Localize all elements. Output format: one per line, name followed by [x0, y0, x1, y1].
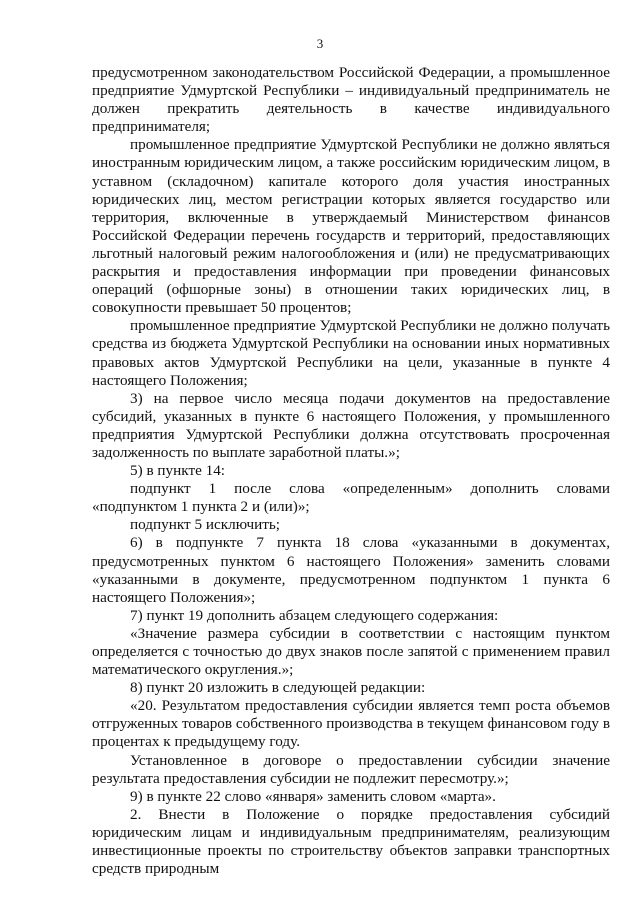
- paragraph: Установленное в договоре о предоставлении субсидии значение результата предоставления субсидии не подлежит пересмотру.»;: [92, 751, 610, 787]
- paragraph: промышленное предприятие Удмуртской Республики не должно получать средства из бюджета Удмуртской Республики на основании иных нормативных правовых актов Удмуртской Республики на цели, указанные в пункте 4 настоящего Положения;: [92, 317, 610, 389]
- paragraph: 3) на первое число месяца подачи документов на предоставление субсидий, указанных в пункте 6 настоящего Положения, у промышленного предприятия Удмуртской Республики должна отсутствовать просроченная задолженность по выплате заработной платы.»;: [92, 389, 610, 461]
- paragraph: 2. Внести в Положение о порядке предоставления субсидий юридическим лицам и индивидуальным предпринимателям, реализующим инвестиционные проекты по строительству объектов заправки транспортных средств природным: [92, 805, 610, 878]
- paragraph: «Значение размера субсидии в соответствии с настоящим пунктом определяется с точностью до двух знаков после запятой с применением правил математического округления.»;: [92, 624, 610, 679]
- paragraph: «20. Результатом предоставления субсидии является темп роста объемов отгруженных товаров собственного производства в текущем финансовом году в процентах к предыдущему году.: [92, 697, 610, 751]
- paragraph: предусмотренном законодательством Российской Федерации, а промышленное предприятие Удмуртской Республики – индивидуальный предприниматель не должен прекратить деятельность в качестве индивидуального предпринимателя;: [92, 64, 610, 136]
- paragraph: 6) в подпункте 7 пункта 18 слова «указанными в документах, предусмотренных пунктом 6 настоящего Положения» заменить словами «указанными в документе, предусмотренном подпунктом 1 пункта 6 настоящего Положения»;: [92, 534, 610, 606]
- paragraph: 8) пункт 20 изложить в следующей редакции:: [130, 679, 426, 697]
- paragraph: подпункт 1 после слова «определенным» дополнить словами «подпунктом 1 пункта 2 и (или)»;: [92, 480, 610, 516]
- paragraph: промышленное предприятие Удмуртской Республики не должно являться иностранным юридическим лицом, а также российским юридическим лицом, в уставном (складочном) капитале которого доля участия иностранных юридических лиц, местом регистрации которых является государство или территория, включенные в утверждаемый Министерством финансов Российской Федерации перечень государств и территорий, предоставляющих льготный налоговый режим налогообложения и (или) не предусматривающих раскрытия и предоставления информации при проведении финансовых операций (офшорные зоны) в отношении таких юридических лиц, в совокупности превышает 50 процентов;: [92, 136, 610, 317]
- paragraph: 9) в пункте 22 слово «января» заменить словом «марта».: [130, 787, 496, 805]
- page-number: 3: [316, 36, 324, 51]
- paragraph: 7) пункт 19 дополнить абзацем следующего содержания:: [130, 606, 499, 624]
- paragraph: подпункт 5 исключить;: [130, 516, 281, 534]
- paragraph: 5) в пункте 14:: [130, 462, 226, 480]
- document-body: [92, 64, 610, 878]
